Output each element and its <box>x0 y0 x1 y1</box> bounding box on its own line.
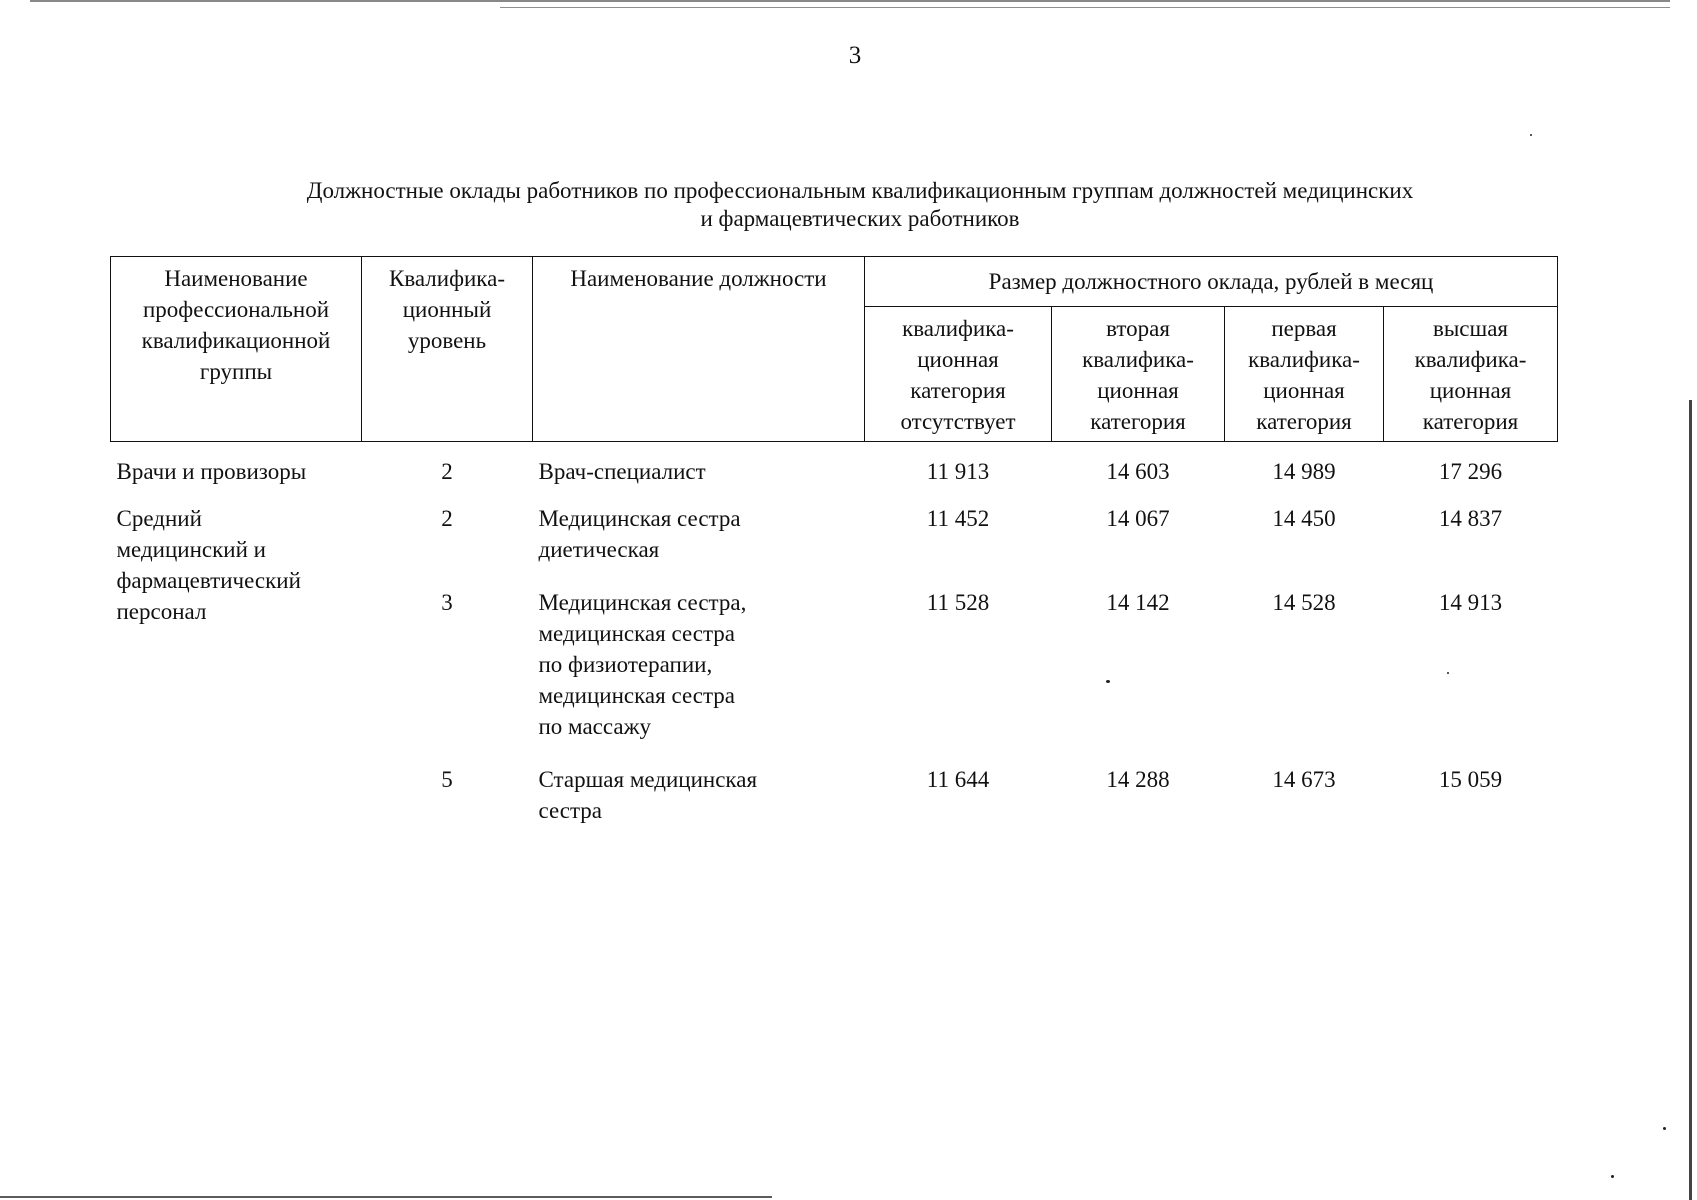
position-cell <box>533 742 865 826</box>
header-text: Квалифика- <box>389 266 505 291</box>
salary-cell: 14 142 <box>1106 590 1170 615</box>
salary-cell: 11 452 <box>926 506 990 531</box>
salary-cell: 14 913 <box>1438 590 1503 615</box>
header-text: категория <box>910 378 1006 403</box>
group-text: персонал <box>116 599 207 624</box>
scan-speck <box>1663 1127 1666 1130</box>
page-number: 3 <box>848 42 862 69</box>
salary-cell: 11 528 <box>926 590 990 615</box>
position-text: Медицинская сестра, <box>538 590 747 615</box>
header-text: ционная <box>1429 378 1512 403</box>
group-text: Средний <box>116 506 202 531</box>
salary-cell: 14 450 <box>1272 506 1336 531</box>
header-text: ционный <box>402 297 492 322</box>
header-category-first <box>1225 307 1384 442</box>
scan-artifact-bottom <box>0 1196 772 1198</box>
salary-cell: 14 288 <box>1106 767 1170 792</box>
header-text: квалифика- <box>1414 347 1527 372</box>
level-cell: 3 <box>441 590 453 615</box>
header-text: отсутствует <box>900 409 1016 434</box>
header-text: высшая <box>1432 316 1509 341</box>
salary-cell: 14 528 <box>1272 590 1336 615</box>
table-row <box>111 442 1558 488</box>
scan-speck <box>1530 134 1532 136</box>
salary-cell: 17 296 <box>1438 459 1503 484</box>
position-text: диетическая <box>538 537 660 562</box>
header-text: ционная <box>917 347 999 372</box>
position-cell <box>533 565 865 742</box>
header-text: квалифика- <box>1082 347 1194 372</box>
salary-cell: 14 067 <box>1106 506 1170 531</box>
salary-table <box>110 256 1558 826</box>
position-cell <box>533 442 865 488</box>
header-text: профессиональной <box>142 297 330 322</box>
title-line: Должностные оклады работников по профессиональным квалификационным группам должностей медицинских <box>306 178 1414 203</box>
group-text: медицинский и <box>116 537 266 562</box>
group-text: фармацевтический <box>116 568 301 593</box>
salary-cell: 15 059 <box>1438 767 1503 792</box>
header-group <box>111 257 362 442</box>
group-cell <box>111 442 362 488</box>
header-position <box>533 257 865 442</box>
table-row <box>111 487 1558 565</box>
position-text: сестра <box>538 798 603 823</box>
salary-cell: 14 837 <box>1438 506 1503 531</box>
title-line: и фармацевтических работников <box>700 206 1020 231</box>
level-cell: 2 <box>441 506 453 531</box>
position-cell <box>533 487 865 565</box>
header-text: первая <box>1271 316 1337 341</box>
salary-cell: 11 913 <box>926 459 990 484</box>
header-salary-group: Размер должностного оклада, рублей в месяц <box>865 257 1558 307</box>
header-level <box>362 257 533 442</box>
header-text: ционная <box>1263 378 1345 403</box>
header-category-second <box>1052 307 1225 442</box>
header-text: квалифика- <box>902 316 1014 341</box>
header-text: вторая <box>1106 316 1170 341</box>
position-text: Врач-специалист <box>538 459 706 484</box>
position-text: медицинская сестра <box>538 621 735 646</box>
header-category-highest <box>1384 307 1558 442</box>
header-text: категория <box>1090 409 1186 434</box>
header-text: уровень <box>407 328 487 353</box>
document-title <box>150 177 1570 233</box>
salary-cell: 14 673 <box>1272 767 1336 792</box>
level-cell: 2 <box>441 459 453 484</box>
header-row <box>111 257 1558 307</box>
position-text: по массажу <box>538 714 651 739</box>
header-text: квалификационной <box>141 328 331 353</box>
header-category-none <box>865 307 1052 442</box>
header-text: категория <box>1422 409 1519 434</box>
header-text: Наименование <box>164 266 308 291</box>
scan-artifact-top <box>30 0 1670 2</box>
salary-cell: 14 989 <box>1272 459 1336 484</box>
scan-speck <box>1611 1175 1614 1178</box>
header-text: группы <box>199 359 273 384</box>
position-text: Медицинская сестра <box>538 506 741 531</box>
group-text: Врачи и провизоры <box>116 459 307 484</box>
position-text: по физиотерапии, <box>538 652 713 677</box>
position-text: Старшая медицинская <box>538 767 758 792</box>
salary-cell: 11 644 <box>926 767 990 792</box>
level-cell: 5 <box>441 767 453 792</box>
scan-artifact-right-edge <box>1689 400 1692 1200</box>
scan-artifact-top-inner <box>500 7 1670 8</box>
header-text: категория <box>1256 409 1352 434</box>
header-text: квалифика- <box>1248 347 1360 372</box>
group-cell <box>111 487 362 826</box>
salary-cell: 14 603 <box>1106 459 1170 484</box>
header-text: ционная <box>1097 378 1179 403</box>
position-text: медицинская сестра <box>538 683 735 708</box>
header-text: Наименование должности <box>570 266 827 291</box>
